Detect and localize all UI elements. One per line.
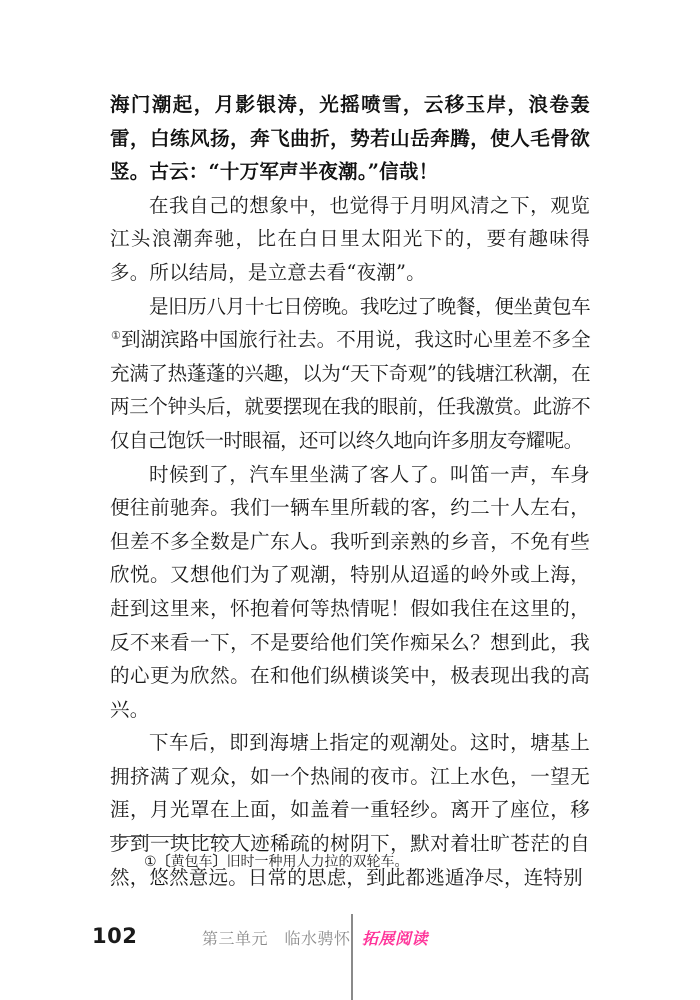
page-number: 102: [92, 924, 138, 948]
paragraph-departure-part-1: 是旧历八月十七日傍晚。我吃过了晚餐，便坐黄包车: [149, 294, 590, 318]
paragraph-departure: [110, 290, 590, 458]
page-footer: [0, 920, 700, 1000]
section-label: 拓展阅读: [362, 929, 429, 948]
quoted-passage-paragraph: 海门潮起，月影银涛，光摇喷雪，云移玉岸，浪卷轰雷，白练风扬，奔飞曲折，势若山岳奔腾，使人毛骨欲竖。古云：“十万军声半夜潮。”信哉！: [110, 93, 590, 184]
body-text: [110, 88, 590, 894]
paragraph-imagination: 在我自己的想象中，也觉得于月明风清之下，观览江头浪潮奔驰，比在白日里太阳光下的，要有趣味得多。所以结局，是立意去看“夜潮”。: [110, 193, 590, 284]
paragraph-arrival: 下车后，即到海塘上指定的观潮处。这时，塘基上拥挤满了观众，如一个热闹的夜市。江上水色，一望无涯，月光罩在上面，如盖着一重轻纱。离开了座位，移步到一块比较人迹稀疏的树阴下，默对着壮旷苍茫的自然，悠然意远。日常的思虑，到此都逃遁净尽，连特别: [110, 731, 590, 889]
footnote-term: 黄包车: [170, 854, 213, 870]
footnote-reference-marker[interactable]: ①: [111, 328, 121, 342]
footnote: [144, 852, 409, 872]
footnote-bracket-close: 〕: [212, 854, 227, 870]
unit-title: 第三单元 临水骋怀: [202, 929, 351, 948]
footnote-definition: 旧时一种用人力拉的双轮车。: [226, 854, 409, 870]
footnote-marker: ①: [144, 854, 157, 870]
paragraph-departure-part-2: 到湖滨路中国旅行社去。不用说，我这时心里差不多全充满了热蓬蓬的兴趣，以为“天下奇观”的钱塘江秋潮，在两三个钟头后，就要摆现在我的眼前，任我激赏。此游不仅自己饱饫一时眼福，还可以终久地向许多朋友夸耀呢。: [110, 328, 590, 452]
footer-divider: [351, 914, 353, 1000]
paragraph-bus-ride: 时候到了，汽车里坐满了客人了。叫笛一声，车身便往前驰奔。我们一辆车里所载的客，约二十人左右，但差不多全数是广东人。我听到亲熟的乡音，不免有些欣悦。又想他们为了观潮，特别从迢遥的岭外或上海，赶到这里来，怀抱着何等热情呢！假如我住在这里的，反不来看一下，不是要给他们笑作痴呆么？想到此，我的心更为欣然。在和他们纵横谈笑中，极表现出我的高兴。: [110, 462, 590, 721]
footnote-divider: [110, 836, 250, 837]
footnote-bracket-open: 〔: [156, 854, 171, 870]
